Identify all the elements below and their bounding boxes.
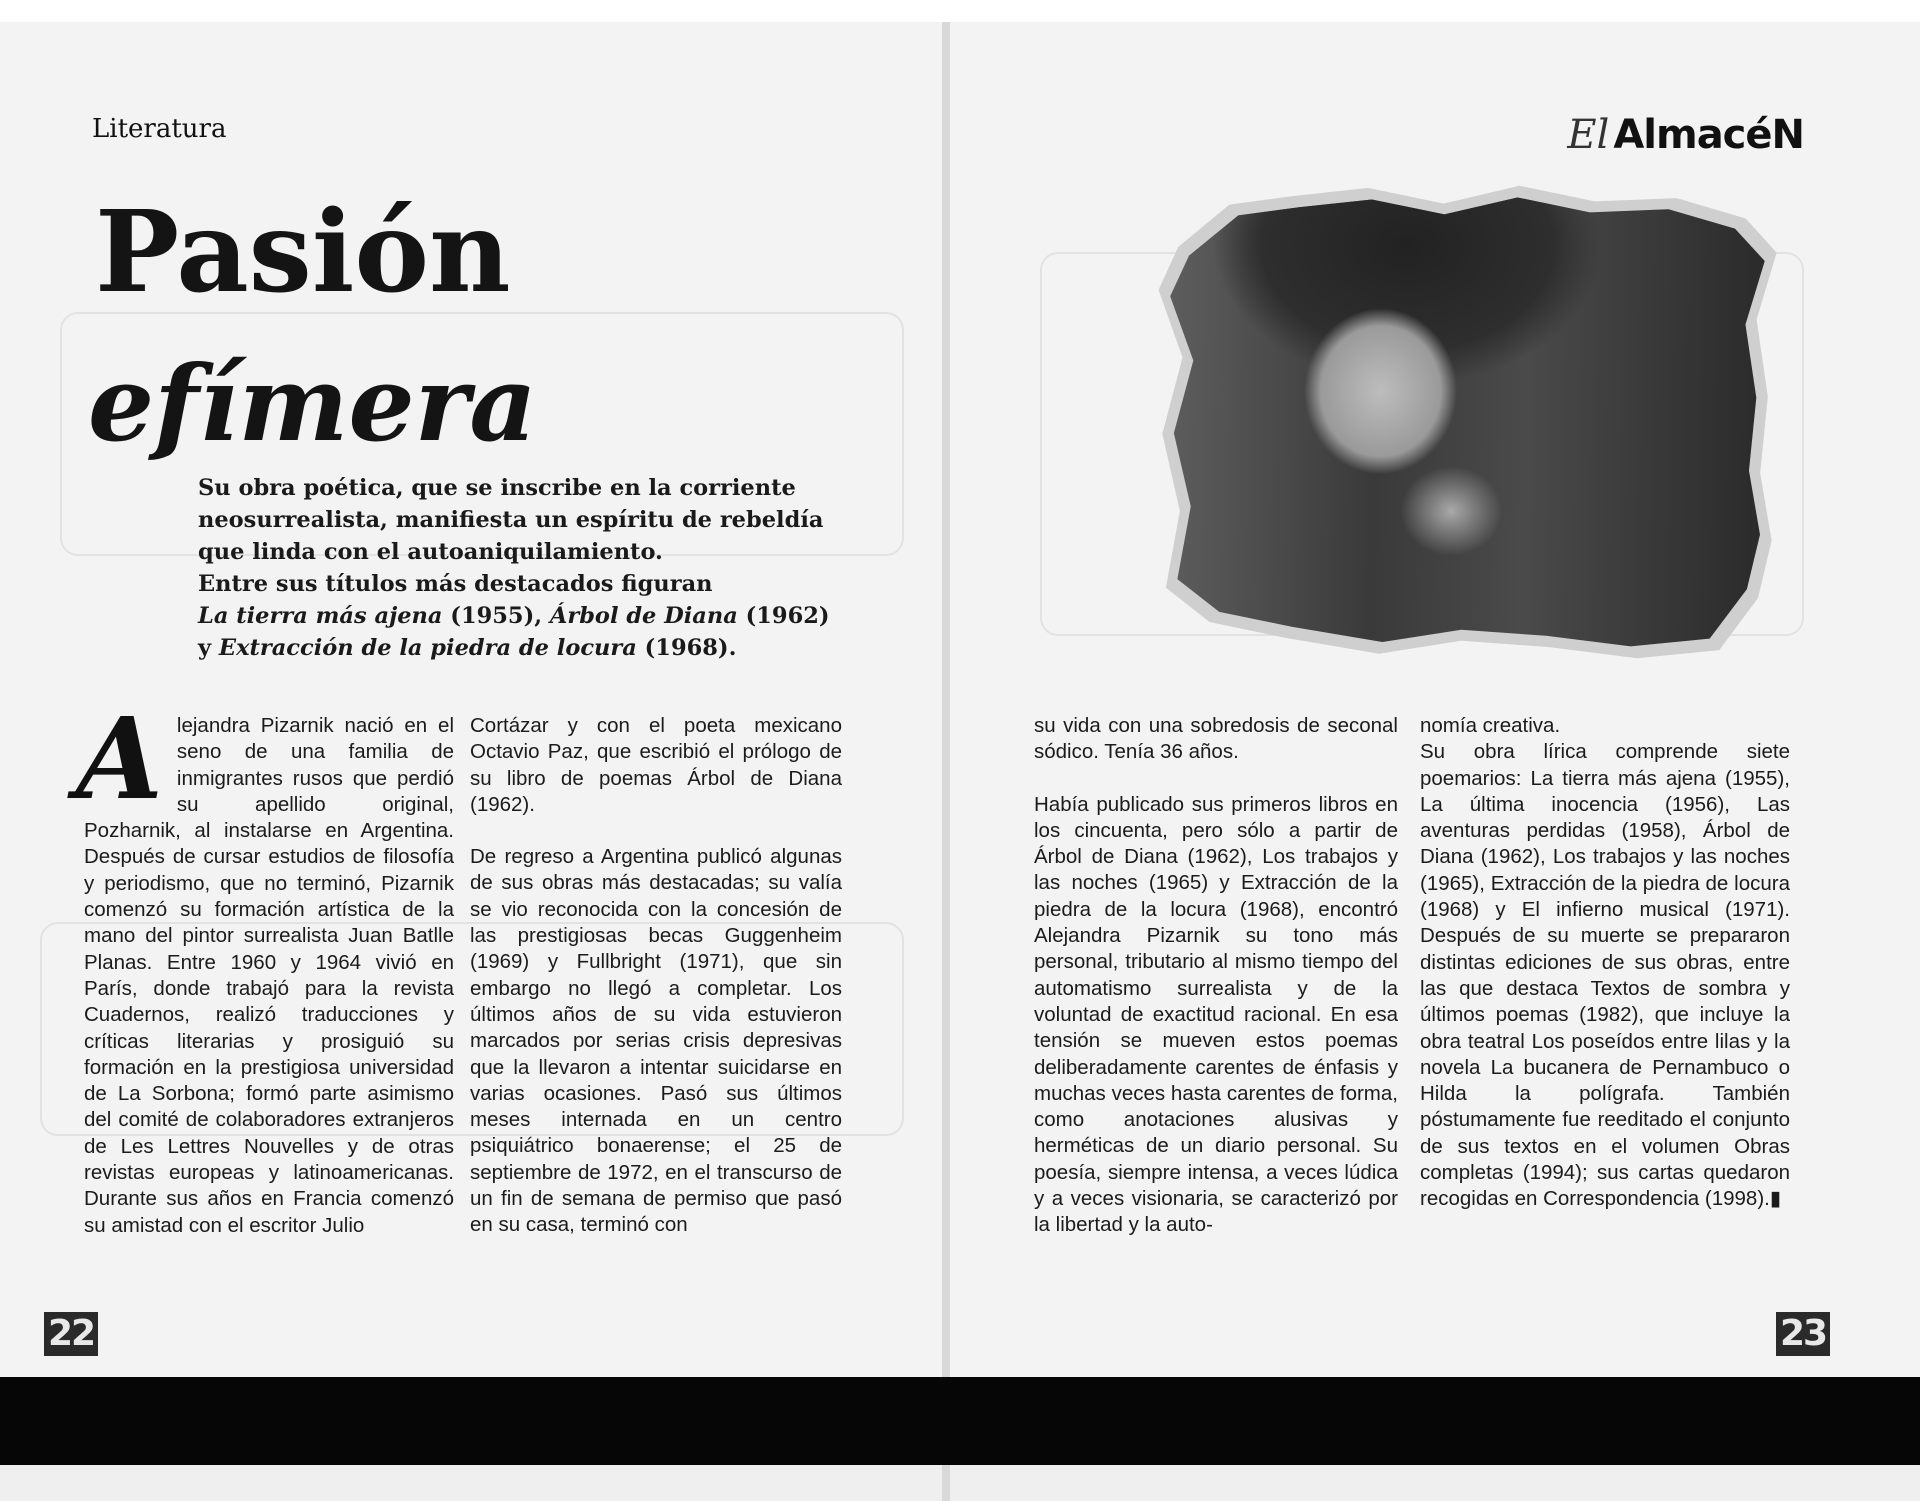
book-gutter: [942, 22, 950, 1377]
drop-cap: A: [76, 694, 163, 825]
paragraph: De regreso a Argentina publicó algunas de sus obras más destacadas; su valía se vio reconocida con la concesión de las prestigiosas becas Guggenheim (1969) y Fullbright (1971), que sin embargo no llegó a completar. Los últimos años de su vida estuvieron marcados por serias crisis depresivas que la llevaron a intentar suicidarse en varias ocasiones. Pasó sus últimos meses internada en un centro psiquiátrico bonaerense; el 25 de septiembre de 1972, en el transcurso de un fin de semana de permiso que pasó en su casa, terminó con: [470, 845, 842, 1237]
lede-conjunction: y: [198, 635, 219, 661]
page-number: 22: [44, 1312, 98, 1356]
portrait-image: [1158, 187, 1772, 654]
paragraph-text: lejandra Pizarnik nació en el seno de una familia de inmigrantes rusos que perdió su apellido original, Pozharnik, al instalarse en Argentina. Después de cursar estudios de filosofía y periodismo, que no terminó, Pizarnik comenzó su formación artística de la mano del pintor surrealista Juan Batlle Planas. Entre 1960 y 1964 vivió en París, donde trabajó para la revista Cuadernos, realizó traducciones y críticas literarias y prosiguió su formación en la prestigiosa universidad de La Sorbona; formó parte asimismo del comité de colaboradores extranjeros de Les Lettres Nouvelles y de otras revistas europeas y latinoamericanas. Durante sus años en Francia comenzó su amistad con el escritor Julio: [84, 714, 454, 1237]
end-mark: ▮: [1769, 1187, 1782, 1211]
body-column-2: [470, 713, 842, 1239]
lede-line: Entre sus títulos más destacados figuran: [198, 571, 713, 597]
logo-prefix: El: [1567, 112, 1610, 158]
paragraph: nomía creativa.: [1420, 714, 1561, 737]
left-page: [0, 22, 942, 1377]
book-title: La tierra más ajena: [198, 603, 443, 629]
lede-line: [198, 632, 858, 664]
book-gutter: [942, 1465, 950, 1501]
body-column-4: [1420, 713, 1790, 1213]
next-spread-edge: [0, 1465, 1920, 1501]
lede-line: [198, 600, 858, 632]
paragraph: Cortázar y con el poeta mexicano Octavio Paz, que escribió el prólogo de su libro de poemas Árbol de Diana (1962).: [470, 714, 842, 816]
paragraph: [1420, 739, 1790, 1212]
lede-line: Su obra poética, que se inscribe en la corriente: [198, 475, 796, 501]
page-number: 23: [1776, 1312, 1830, 1356]
lede: [198, 472, 858, 664]
book-title: Árbol de Diana: [549, 603, 738, 629]
book-year: (1962): [737, 603, 830, 629]
title-line-2: efímera: [88, 342, 537, 465]
paragraph: su vida con una sobredosis de seconal sódico. Tenía 36 años.: [1034, 714, 1398, 764]
logo-name: AlmacéN: [1613, 112, 1804, 158]
body-column-3: [1034, 713, 1398, 1239]
book-year: (1955),: [442, 603, 550, 629]
paragraph: Había publicado sus primeros libros en los cincuenta, pero sólo a partir de Árbol de Diana (1962), Los trabajos y las noches (1965) y Extracción de la piedra de la locura (1968), encontró Alejandra Pizarnik su tono más personal, tributario al mismo tiempo del automatismo surrealista y de la voluntad de exactitud racional. En esa tensión se mueven estos poemas deliberadamente carentes de énfasis y muchas veces hasta carentes de forma, como anotaciones alusivas y herméticas de un diario personal. Su poesía, siempre intensa, a veces lúdica y a veces visionaria, se caracterizó por la libertad y la auto-: [1034, 792, 1398, 1237]
magazine-logo: [1567, 112, 1804, 158]
book-title: Extracción de la piedra de locura: [218, 635, 637, 661]
section-label: Literatura: [92, 114, 227, 144]
author-photo: [1146, 175, 1784, 666]
lede-line: neosurrealista, manifiesta un espíritu de rebeldía: [198, 507, 824, 533]
title-line-1: Pasión: [95, 187, 511, 318]
lede-line: que linda con el autoaniquilamiento.: [198, 539, 663, 565]
body-column-1: [76, 694, 454, 1239]
scan-background: [0, 1377, 1920, 1465]
book-year: (1968).: [636, 635, 737, 661]
paragraph-text: Su obra lírica comprende siete poemarios: La tierra más ajena (1955), La última inocencia (1956), Las aventuras perdidas (1958), Árbol de Diana (1962), Los trabajos y las noches (1965), Extracción de la piedra de locura (1968) y El infierno musical (1971). Después de su muerte se prepararon distintas ediciones de sus obras, entre las que destaca Textos de sombra y últimos poemas (1982), que incluye la obra teatral Los poseídos entre lilas y la novela La bucanera de Pernambuco o Hilda la polígrafa. También póstumamente fue reeditado el conjunto de sus textos en el volumen Obras completas (1994); sus cartas quedaron recogidas en Correspondencia (1998).: [1420, 740, 1790, 1211]
paragraph: [76, 694, 454, 1239]
